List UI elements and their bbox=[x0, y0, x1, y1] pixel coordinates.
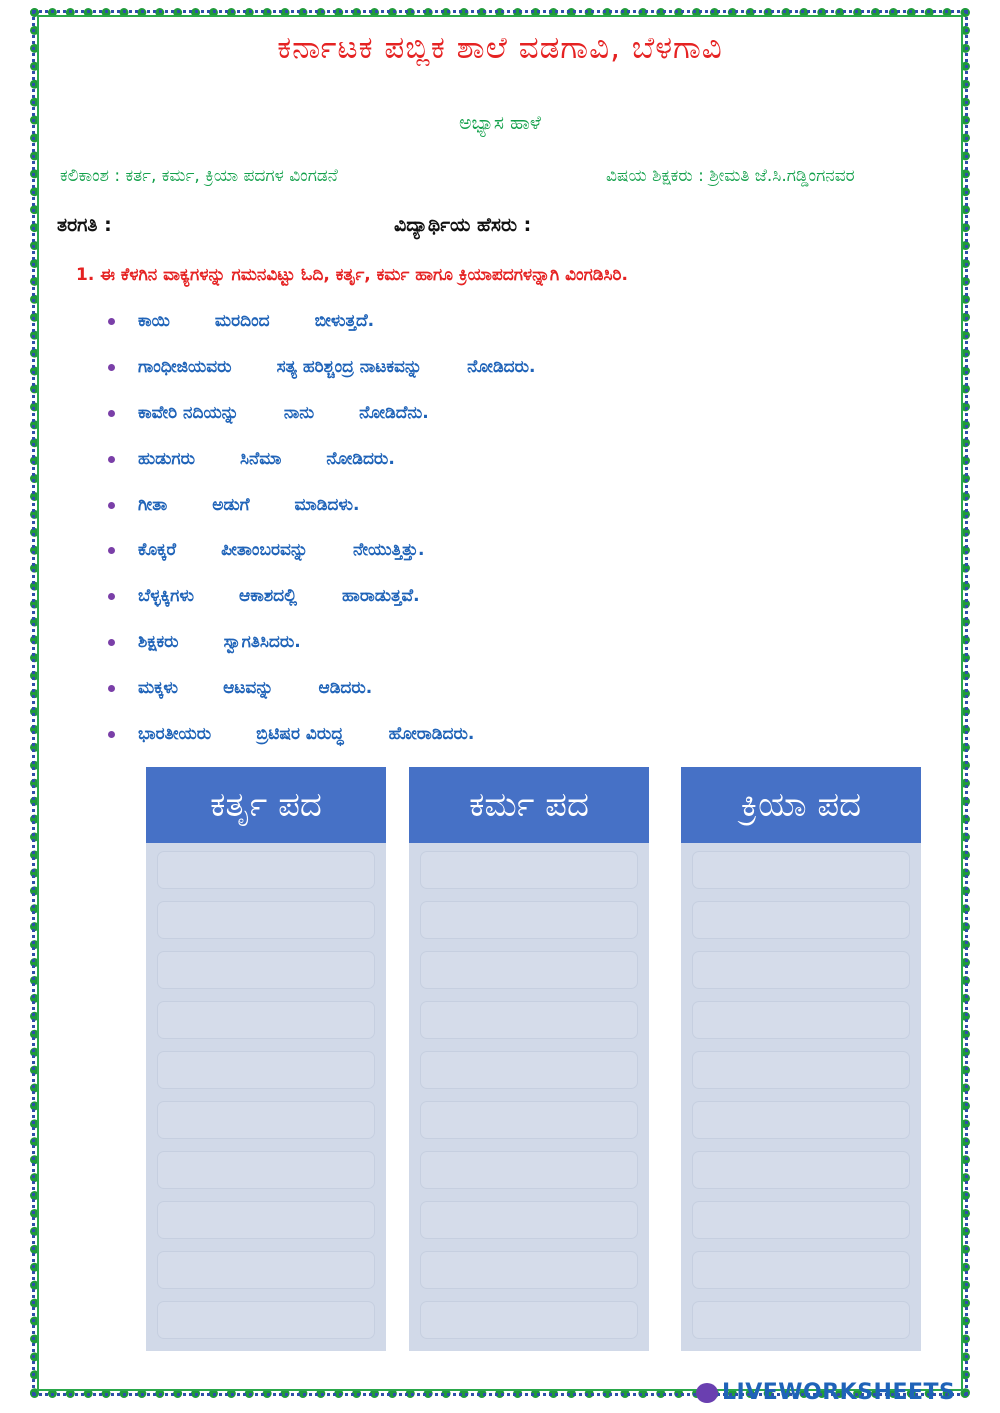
drop-slot[interactable] bbox=[157, 1051, 375, 1089]
drop-slot[interactable] bbox=[157, 1301, 375, 1339]
sentence-item bbox=[108, 535, 469, 565]
draggable-word[interactable]: ಸತ್ಯ ಹರಿಶ್ಚಂದ್ರ ನಾಟಕವನ್ನು bbox=[276, 357, 423, 377]
drop-slot[interactable] bbox=[692, 1201, 910, 1239]
drop-slot[interactable] bbox=[692, 1151, 910, 1189]
draggable-word[interactable]: ನೇಯುತ್ತಿತ್ತು. bbox=[353, 540, 425, 560]
draggable-word[interactable]: ಅಡುಗೆ bbox=[212, 495, 250, 515]
bullet-icon bbox=[108, 318, 115, 325]
instruction: 1. ಈ ಕೆಳಗಿನ ವಾಕ್ಯಗಳನ್ನು ಗಮನವಿಟ್ಟು ಓದಿ, ಕರ್ತೃ, ಕರ್ಮ ಹಾಗೂ ಕ್ರಿಯಾಪದಗಳನ್ನಾಗಿ ವಿಂಗಡಿಸಿರಿ. bbox=[76, 265, 628, 285]
school-title: ಕರ್ನಾಟಕ ಪಬ್ಲಿಕ ಶಾಲೆ ವಡಗಾವಿ, ಬೆಳಗಾವಿ bbox=[277, 30, 723, 66]
watermark-text: LIVEWORKSHEETS bbox=[722, 1380, 956, 1405]
student-name-label: ವಿದ್ಯಾರ್ಥಿಯ ಹೆಸರು : bbox=[394, 214, 532, 236]
bullet-icon bbox=[108, 685, 115, 692]
drop-slot[interactable] bbox=[420, 1051, 638, 1089]
draggable-word[interactable]: ಶಿಕ್ಷಕರು bbox=[138, 632, 179, 652]
drop-slot[interactable] bbox=[157, 951, 375, 989]
drop-slot[interactable] bbox=[420, 1101, 638, 1139]
kartru-column bbox=[146, 767, 386, 1351]
bullet-icon bbox=[108, 364, 115, 371]
column-header: ಕರ್ತೃ ಪದ bbox=[146, 767, 386, 843]
drop-slot[interactable] bbox=[420, 1151, 638, 1189]
drop-slot[interactable] bbox=[692, 901, 910, 939]
draggable-word[interactable]: ಗಾಂಧೀಜಿಯವರು bbox=[138, 357, 232, 377]
draggable-word[interactable]: ಹೋರಾಡಿದರು. bbox=[388, 724, 475, 744]
draggable-word[interactable]: ಪೀತಾಂಬರವನ್ನು bbox=[221, 540, 309, 560]
drop-slot[interactable] bbox=[420, 1251, 638, 1289]
bullet-icon bbox=[108, 593, 115, 600]
draggable-word[interactable]: ಕಾಯಿ bbox=[138, 311, 170, 331]
drop-slot[interactable] bbox=[157, 851, 375, 889]
bullet-icon bbox=[108, 456, 115, 463]
draggable-word[interactable]: ನಾನು bbox=[283, 403, 315, 423]
drop-slot[interactable] bbox=[157, 1151, 375, 1189]
sentence-item bbox=[108, 627, 346, 657]
sentence-item bbox=[108, 306, 419, 336]
column-header: ಕ್ರಿಯಾ ಪದ bbox=[681, 767, 921, 843]
sentence-item bbox=[108, 398, 474, 428]
draggable-word[interactable]: ಸಿನೆಮಾ bbox=[240, 449, 282, 469]
drop-slot[interactable] bbox=[420, 1301, 638, 1339]
drop-slot[interactable] bbox=[420, 951, 638, 989]
draggable-word[interactable]: ಬೆಳ್ಳಕ್ಕಿಗಳು bbox=[138, 586, 194, 606]
draggable-word[interactable]: ಮರದಿಂದ bbox=[214, 311, 270, 331]
draggable-word[interactable]: ಹುಡುಗರು bbox=[138, 449, 196, 469]
draggable-word[interactable]: ಕಾವೇರಿ ನದಿಯನ್ನು bbox=[138, 403, 239, 423]
drop-slot[interactable] bbox=[692, 1051, 910, 1089]
drop-slot[interactable] bbox=[692, 1301, 910, 1339]
sentence-item bbox=[108, 673, 417, 703]
bullet-icon bbox=[108, 731, 115, 738]
class-label: ತರಗತಿ : bbox=[57, 214, 112, 236]
drop-slot[interactable] bbox=[692, 951, 910, 989]
sentence-item bbox=[108, 352, 581, 382]
drop-slot[interactable] bbox=[420, 851, 638, 889]
draggable-word[interactable]: ಗೀತಾ bbox=[138, 495, 168, 515]
draggable-word[interactable]: ನೋಡಿದೆನು. bbox=[359, 403, 429, 423]
sentence-item bbox=[108, 490, 405, 520]
drop-slot[interactable] bbox=[692, 1251, 910, 1289]
draggable-word[interactable]: ಆಟವನ್ನು bbox=[223, 678, 274, 698]
column-header: ಕರ್ಮ ಪದ bbox=[409, 767, 649, 843]
drop-slot[interactable] bbox=[157, 1201, 375, 1239]
sentence-item bbox=[108, 719, 519, 749]
subject-line: ಕಲಿಕಾಂಶ : ಕರ್ತ, ಕರ್ಮ, ಕ್ರಿಯಾ ಪದಗಳ ವಿಂಗಡನೆ bbox=[60, 166, 338, 186]
draggable-word[interactable]: ಆಡಿದರು. bbox=[318, 678, 373, 698]
teacher-line: ವಿಷಯ ಶಿಕ್ಷಕರು : ಶ್ರೀಮತಿ ಜೆ.ಸಿ.ಗಡ್ಡಿಂಗನವರ bbox=[606, 166, 855, 186]
drop-slot[interactable] bbox=[692, 1001, 910, 1039]
drop-slot[interactable] bbox=[420, 1001, 638, 1039]
draggable-word[interactable]: ನೋಡಿದರು. bbox=[326, 449, 395, 469]
draggable-word[interactable]: ಬೀಳುತ್ತದೆ. bbox=[314, 311, 375, 331]
draggable-word[interactable]: ಮಕ್ಕಳು bbox=[138, 678, 179, 698]
draggable-word[interactable]: ನೋಡಿದರು. bbox=[467, 357, 536, 377]
draggable-word[interactable]: ಸ್ವಾಗತಿಸಿದರು. bbox=[223, 632, 301, 652]
watermark bbox=[696, 1380, 955, 1405]
draggable-word[interactable]: ಬ್ರಿಟಿಷರ ವಿರುದ್ಧ bbox=[256, 724, 344, 744]
worksheet-title: ಅಭ್ಯಾಸ ಹಾಳೆ bbox=[459, 112, 541, 134]
bullet-icon bbox=[108, 410, 115, 417]
draggable-word[interactable]: ಹಾರಾಡುತ್ತವೆ. bbox=[342, 586, 420, 606]
drop-slot[interactable] bbox=[157, 901, 375, 939]
sentence-item bbox=[108, 581, 465, 611]
draggable-word[interactable]: ಆಕಾಶದಲ್ಲಿ bbox=[239, 586, 298, 606]
drop-slot[interactable] bbox=[157, 1001, 375, 1039]
bullet-icon bbox=[108, 502, 115, 509]
sentence-item bbox=[108, 444, 440, 474]
drop-slot[interactable] bbox=[692, 851, 910, 889]
draggable-word[interactable]: ಕೊಕ್ಕರೆ bbox=[138, 540, 177, 560]
kriya-column bbox=[681, 767, 921, 1351]
drop-slot[interactable] bbox=[157, 1101, 375, 1139]
karma-column bbox=[409, 767, 649, 1351]
liveworksheets-logo-icon bbox=[696, 1383, 718, 1403]
drop-slot[interactable] bbox=[692, 1101, 910, 1139]
drop-slot[interactable] bbox=[420, 1201, 638, 1239]
draggable-word[interactable]: ಮಾಡಿದಳು. bbox=[294, 495, 360, 515]
drop-slot[interactable] bbox=[420, 901, 638, 939]
draggable-word[interactable]: ಭಾರತೀಯರು bbox=[138, 724, 212, 744]
bullet-icon bbox=[108, 547, 115, 554]
drop-slot[interactable] bbox=[157, 1251, 375, 1289]
bullet-icon bbox=[108, 639, 115, 646]
